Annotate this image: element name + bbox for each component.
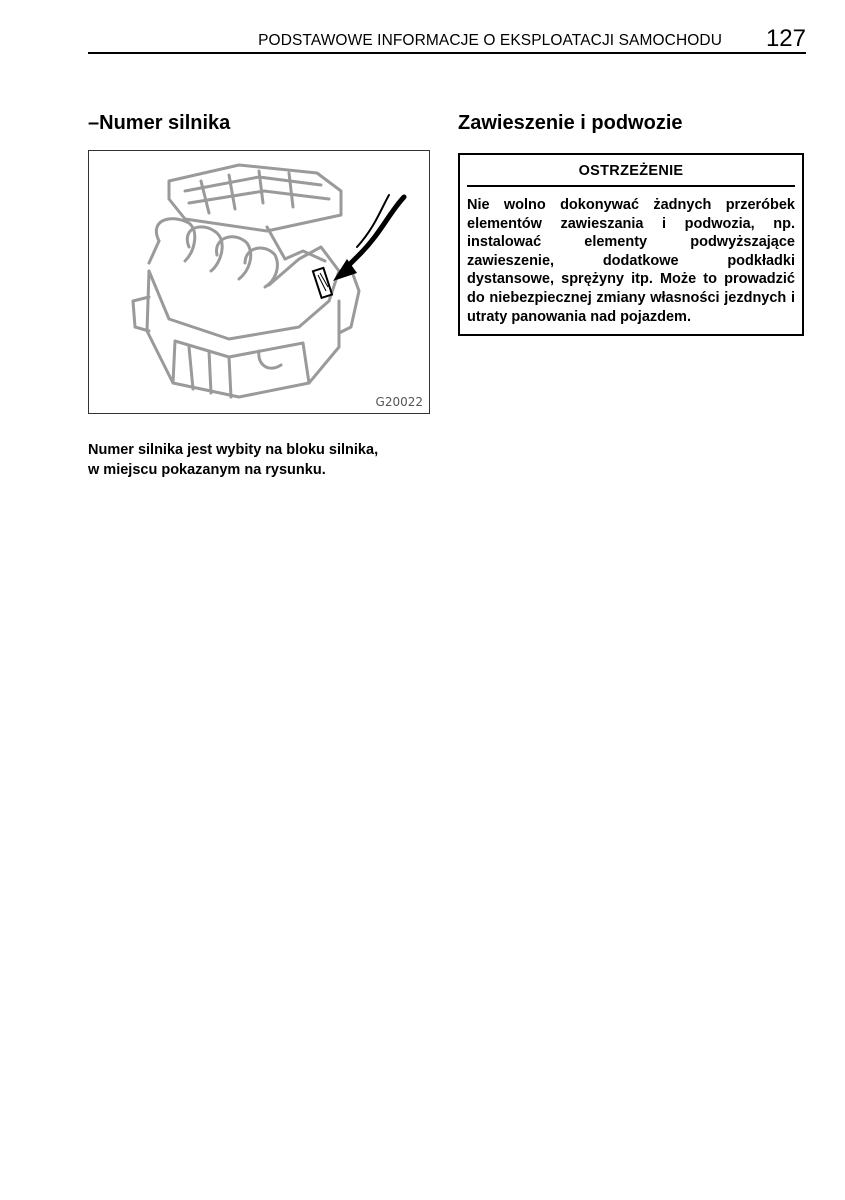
engine-number-section — [88, 110, 438, 480]
warning-text: Nie wolno dokonywać żadnych przeróbek elementów zawieszania i podwozia, np. instalować elementy podwyższające zawieszenie, dodatkowe podkładki dystansowe, sprężyny itp. Może to prowadzić do niebezpiecznej zmiany własności jezdnych i utraty panowania nad pojazdem. — [467, 197, 795, 325]
engine-number-caption — [88, 440, 438, 480]
section-heading-engine-number: –Numer silnika — [88, 112, 231, 134]
caption-line: w miejscu pokazanym na rysunku. — [88, 462, 326, 478]
caption-line: Numer silnika jest wybity na bloku silnika, — [88, 442, 379, 458]
header-title: PODSTAWOWE INFORMACJE O EKSPLOATACJI SAMOCHODU — [258, 32, 722, 49]
suspension-section — [458, 110, 806, 336]
page-header — [88, 26, 806, 54]
page-number: 127 — [765, 25, 806, 52]
engine-figure — [88, 150, 430, 414]
warning-title: OSTRZEŻENIE — [467, 163, 795, 187]
engine-illustration-icon — [89, 151, 429, 413]
section-heading-suspension: Zawieszenie i podwozie — [458, 112, 683, 134]
warning-box — [458, 153, 804, 336]
figure-code: G20022 — [375, 395, 423, 409]
